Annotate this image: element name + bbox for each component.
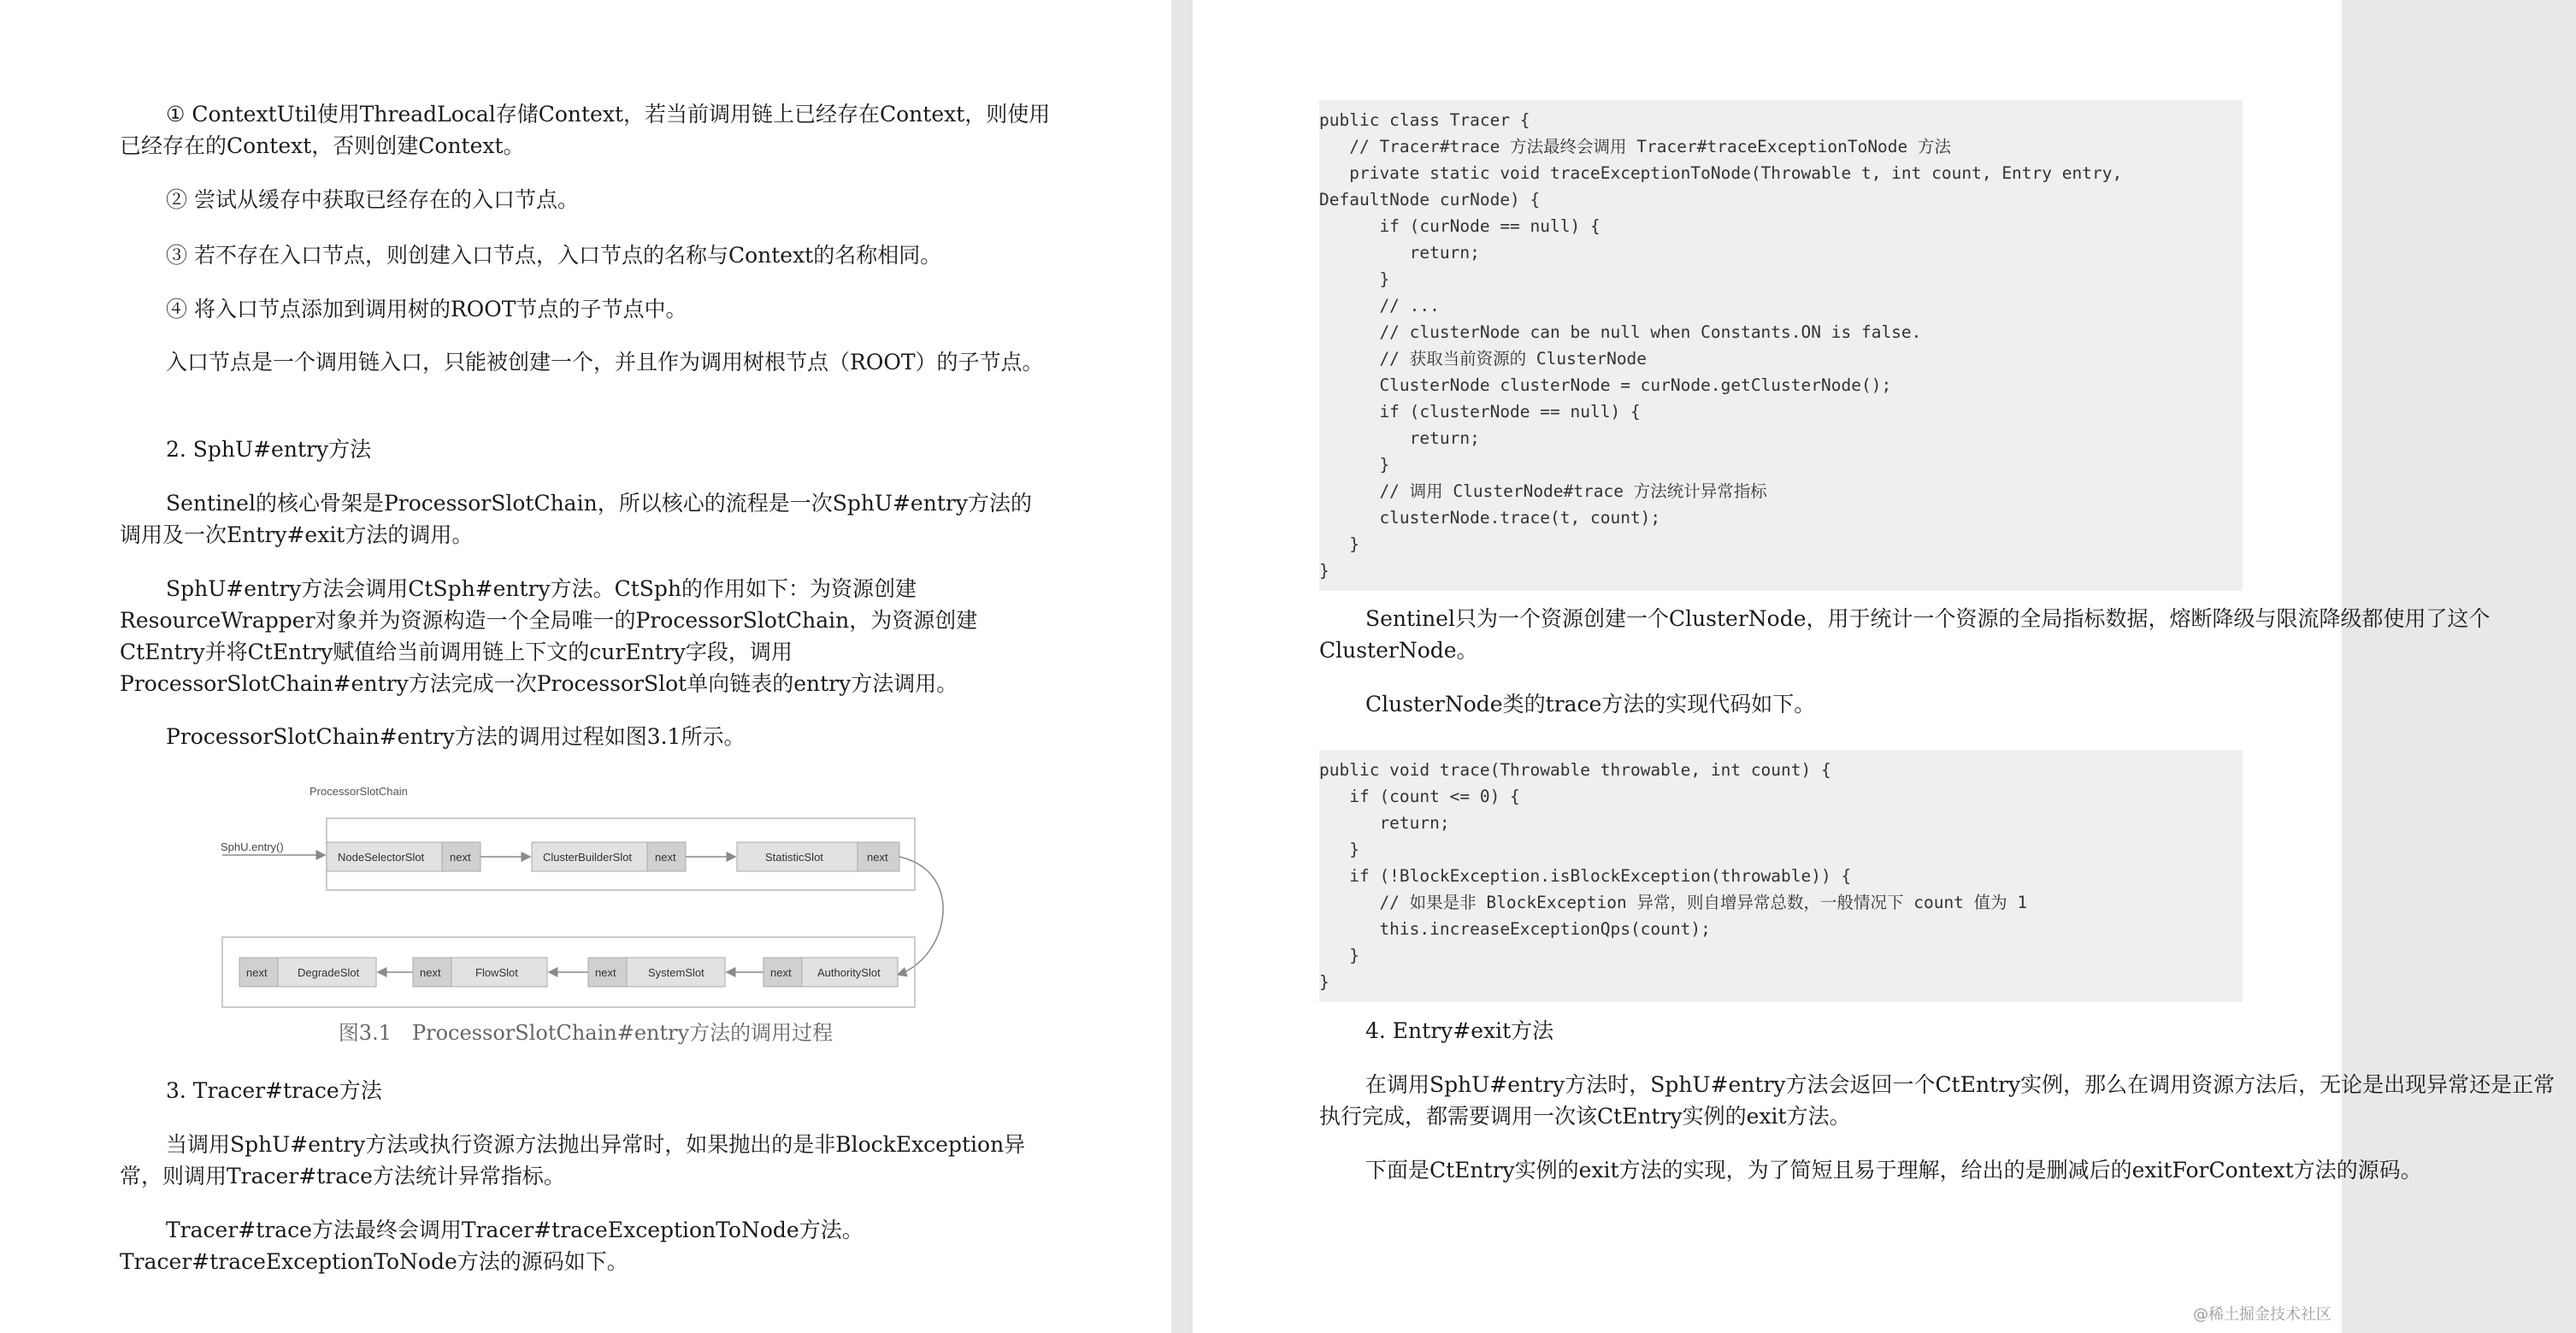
code-line: public void trace(Throwable throwable, int count) { — [1319, 760, 1831, 780]
code-block-cluster-trace — [1319, 750, 2243, 1002]
paragraph-ctsph: SphU#entry方法会调用CtSph#entry方法。CtSph的作用如下：为资源创建ResourceWrapper对象并为资源构造一个全局唯一的ProcessorSlotChain，为资源创建CtEntry并将CtEntry赋值给当前调用链上下文的curEntry字段，调用ProcessorSlotChain#entry方法完成一次ProcessorSlot单向链表的entry方法调用。 — [120, 576, 978, 696]
slot-label-nodeselector: NodeSelectorSlot — [338, 851, 425, 864]
code-line: // 调用 ClusterNode#trace 方法统计异常指标 — [1319, 481, 1767, 501]
next-label-5: next — [420, 966, 441, 979]
code-line: } — [1319, 561, 1329, 581]
code-line: if (clusterNode == null) { — [1319, 402, 1641, 422]
paragraph-tracer-exception: 当调用SphU#entry方法或执行资源方法抛出异常时，如果抛出的是非BlockException异常，则调用Tracer#trace方法统计异常指标。 — [120, 1132, 1026, 1188]
paragraph-trace-to-node: Tracer#trace方法最终会调用Tracer#traceExceptionToNode方法。Tracer#traceExceptionToNode方法的源码如下。 — [120, 1218, 864, 1274]
code-line: clusterNode.trace(t, count); — [1319, 508, 1661, 528]
code-line: this.increaseExceptionQps(count); — [1319, 919, 1711, 939]
code-line: return; — [1319, 243, 1480, 262]
code-line: // clusterNode can be null when Constants.ON is false. — [1319, 322, 1922, 342]
slot-label-flow: FlowSlot — [475, 966, 518, 979]
paragraph-context-util: ① ContextUtil使用ThreadLocal存储Context，若当前调用链上已经存在Context，则使用已经存在的Context，否则创建Context。 — [120, 102, 1051, 158]
right-page — [1193, 0, 2555, 1333]
paragraph-figure-ref: ProcessorSlotChain#entry方法的调用过程如图3.1所示。 — [166, 724, 746, 749]
heading-sphu-entry: 2. SphU#entry方法 — [166, 437, 372, 462]
entry-label: SphU.entry() — [221, 840, 284, 853]
next-label-4: next — [246, 966, 268, 979]
chain-label: ProcessorSlotChain — [309, 785, 408, 798]
paragraph-entrance-node: 入口节点是一个调用链入口，只能被创建一个，并且作为调用树根节点（ROOT）的子节点。 — [166, 350, 1044, 375]
processor-slot-chain-diagram — [214, 778, 932, 1017]
paragraph-add-to-root: ④ 将入口节点添加到调用树的ROOT节点的子节点中。 — [166, 297, 687, 321]
curve-connector — [898, 857, 943, 975]
code-line: // 如果是非 BlockException 异常，则自增异常总数，一般情况下 count 值为 1 — [1319, 893, 2028, 912]
watermark: @稀土掘金技术社区 — [2193, 1306, 2331, 1324]
paragraph-ctentry-return: 在调用SphU#entry方法时，SphU#entry方法会返回一个CtEntry实例，那么在调用资源方法后，无论是出现异常还是正常执行完成，都需要调用一次该CtEntry实例的exit方法。 — [1319, 1072, 2555, 1129]
next-label-2: next — [655, 851, 676, 864]
code-line: if (curNode == null) { — [1319, 216, 1600, 236]
code-line: } — [1319, 972, 1329, 992]
code-line: if (!BlockException.isBlockException(throwable)) { — [1319, 866, 1852, 886]
code-line: } — [1319, 946, 1359, 965]
slot-label-system: SystemSlot — [648, 966, 704, 979]
next-label-6: next — [595, 966, 616, 979]
code-line: return; — [1319, 428, 1480, 448]
code-line: // ... — [1319, 296, 1440, 316]
code-line: if (count <= 0) { — [1319, 787, 1520, 806]
next-label-7: next — [770, 966, 792, 979]
code-line: // 获取当前资源的 ClusterNode — [1319, 349, 1648, 369]
code-line: ClusterNode clusterNode = curNode.getClusterNode(); — [1319, 375, 1892, 395]
slot-label-statistic: StatisticSlot — [765, 851, 823, 864]
code-line: private static void traceExceptionToNode(Throwable t, int count, Entry entry, — [1319, 163, 2123, 183]
left-page — [0, 0, 1171, 1333]
slot-label-clusterbuilder: ClusterBuilderSlot — [543, 851, 633, 864]
code-line: } — [1319, 840, 1359, 859]
paragraph-core-skeleton: Sentinel的核心骨架是ProcessorSlotChain，所以核心的流程是一次SphU#entry方法的调用及一次Entry#exit方法的调用。 — [120, 491, 1032, 547]
page-separator — [1171, 0, 1193, 1333]
code-line: } — [1319, 455, 1390, 475]
paragraph-create-entrance: ③ 若不存在入口节点，则创建入口节点，入口节点的名称与Context的名称相同。 — [166, 243, 942, 268]
code-line: public class Tracer { — [1319, 110, 1530, 130]
heading-tracer-trace: 3. Tracer#trace方法 — [166, 1078, 382, 1103]
heading-entry-exit: 4. Entry#exit方法 — [1365, 1018, 1554, 1043]
paragraph-cluster-node: Sentinel只为一个资源创建一个ClusterNode，用于统计一个资源的全局指标数据，熔断降级与限流降级都使用了这个ClusterNode。 — [1319, 606, 2491, 663]
paragraph-trace-impl: ClusterNode类的trace方法的实现代码如下。 — [1365, 692, 1816, 717]
next-label-1: next — [450, 851, 471, 864]
code-block-tracer — [1319, 100, 2243, 591]
slot-label-degrade: DegradeSlot — [298, 966, 360, 979]
paragraph-exit-impl: 下面是CtEntry实例的exit方法的实现，为了简短且易于理解，给出的是删减后的exitForContext方法的源码。 — [1365, 1158, 2422, 1183]
code-line: } — [1319, 269, 1390, 289]
next-label-3: next — [867, 851, 888, 864]
figure-caption: 图3.1 ProcessorSlotChain#entry方法的调用过程 — [338, 1021, 834, 1045]
paragraph-try-cache: ② 尝试从缓存中获取已经存在的入口节点。 — [166, 187, 579, 212]
code-line: // Tracer#trace 方法最终会调用 Tracer#traceExceptionToNode 方法 — [1319, 137, 1952, 156]
code-line: DefaultNode curNode) { — [1319, 190, 1541, 209]
code-line: } — [1319, 534, 1359, 554]
slot-label-authority: AuthoritySlot — [817, 966, 881, 979]
code-line: return; — [1319, 813, 1450, 833]
